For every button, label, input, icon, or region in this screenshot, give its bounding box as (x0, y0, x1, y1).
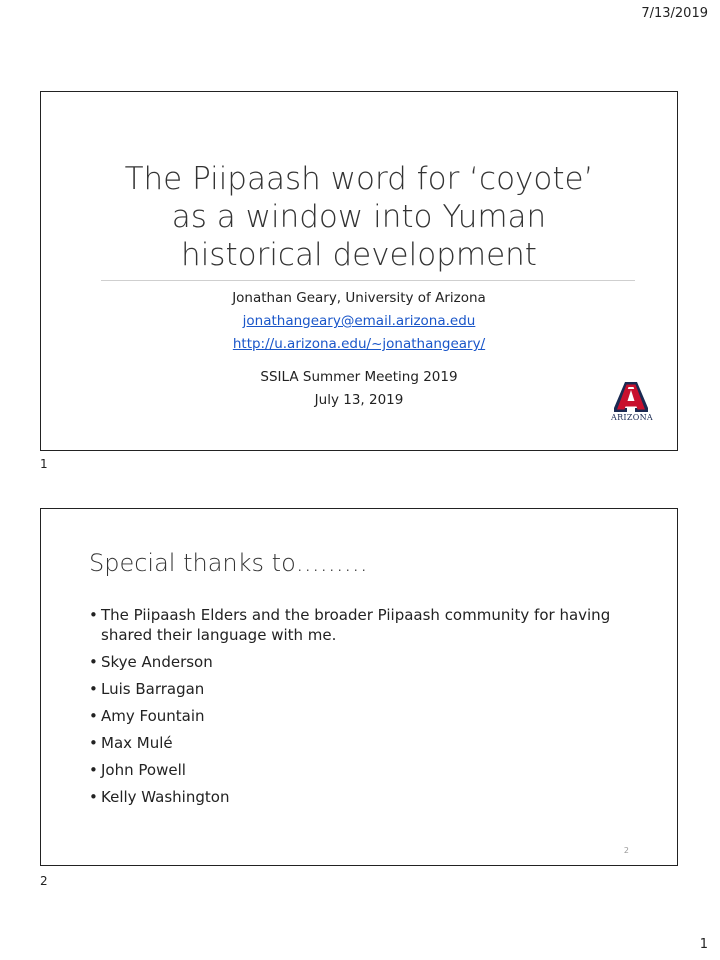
list-item: • John Powell (89, 760, 649, 780)
page-date: 7/13/2019 (641, 6, 708, 21)
slide-2-footer-number: 2 (623, 846, 629, 855)
logo-wordmark: ARIZONA (611, 413, 653, 422)
list-item: • The Piipaash Elders and the broader Piipaash community for having shared their language with me. (89, 605, 649, 645)
list-item: • Luis Barragan (89, 679, 649, 699)
list-item: • Max Mulé (89, 733, 649, 753)
slide-2 (40, 508, 678, 866)
page-number: 1 (699, 937, 708, 952)
slide-1-index: 1 (40, 457, 48, 471)
email-link[interactable]: jonathangeary@email.arizona.edu (242, 313, 476, 329)
author-line: Jonathan Geary, University of Arizona (232, 290, 486, 306)
title-line: historical development (181, 237, 537, 273)
thanks-list (89, 605, 649, 814)
slide-2-index: 2 (40, 874, 48, 888)
list-item: • Skye Anderson (89, 652, 649, 672)
university-of-arizona-logo-icon (611, 382, 651, 422)
list-item: • Amy Fountain (89, 706, 649, 726)
title-line: as a window into Yuman (171, 199, 547, 235)
slide-2-title: Special thanks to……… (89, 549, 368, 577)
slide-1-title (41, 160, 677, 274)
slide-1 (40, 91, 678, 451)
presentation-date: July 13, 2019 (314, 392, 404, 408)
meeting-name: SSILA Summer Meeting 2019 (260, 369, 458, 385)
website-link[interactable]: http://u.arizona.edu/~jonathangeary/ (232, 336, 486, 352)
title-divider (101, 280, 635, 281)
list-item: • Kelly Washington (89, 787, 649, 807)
title-line: The Piipaash word for ‘coyote’ (124, 161, 594, 197)
